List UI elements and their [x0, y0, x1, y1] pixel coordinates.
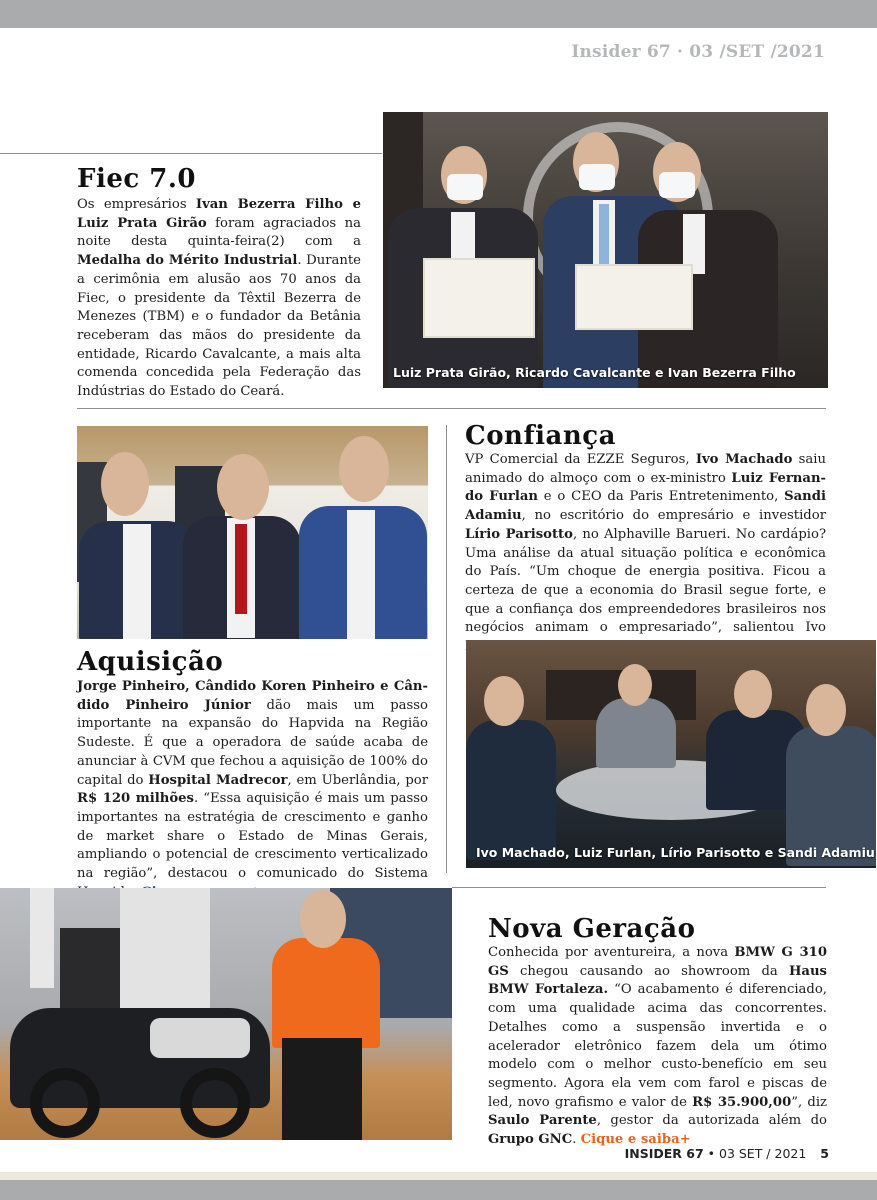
- confianca-body: VP Comercial da EZZE Seguros, Ivo Machado saiu animado do almoço com o ex-ministro Luiz Fernan-do Furlan e o CEO da Paris Entretenimento, Sandi Adamiu, no escritório do empresário e investidor Lírio Parisotto, no Alphaville Barueri. No cardápio? Uma análise da atual situação política e econômica do País. “Um choque de energia positiva. Ficou a certeza de que a economia do Brasil segue forte, e que a confiança dos empreendedores brasileiros nos negócios animam o empresariado”, salientou Ivo: [465, 452, 827, 636]
- page-footer: [625, 1146, 829, 1161]
- footer-strip: [0, 1172, 877, 1180]
- aquisicao-heading: Aquisição: [77, 647, 224, 677]
- divider-vertical: [446, 425, 447, 873]
- page-number: 5: [820, 1146, 829, 1161]
- divider-bottom: [452, 887, 826, 888]
- nova-geracao-body: Conhecida por aventureira, a nova BMW G 310 GS chegou causando ao showroom da Haus BMW Fortaleza. “O acabamento é diferenciado, com uma qualidade acima das concorrentes. Detalhes como a suspensão invertida e o acelerador eletrônico fazem dela um ótimo modelo com o melhor custo-benefício em seu segmento. Agora ela vem com farol e piscas de led, novo grafismo e valor de R$ 35.900,00”, diz Saulo Parente, gestor da autorizada além do Grupo GNC. Cique e saiba+: [488, 945, 828, 1148]
- bottom-band: [0, 1180, 877, 1200]
- confianca-photo: [466, 640, 876, 868]
- footer-magazine: INSIDER 67: [624, 1146, 704, 1161]
- aquisicao-body: Jorge Pinheiro, Cândido Koren Pinheiro e Cân-dido Pinheiro Júnior dão mais um passo importante na expansão do Hapvida na Região Sudeste. É que a operadora de saúde acaba de anunciar à CVM que fechou a aquisição de 100% do capital do Hospital Madrecor, em Uberlândia, por R$ 120 milhões. “Essa aquisição é mais um passo importantes na estratégia de crescimento e ganho de market share o Estado de Minas Gerais, ampliando o potencial de crescimento verticalizado na região”, destacou o comunicado do Sistema: [77, 678, 428, 902]
- confianca-photo-caption: Ivo Machado, Luiz Furlan, Lírio Parisotto e Sandi Adamiu: [476, 845, 875, 860]
- fiec-photo: [383, 112, 828, 388]
- nova-geracao-heading: Nova Geração: [488, 914, 696, 944]
- aquisicao-photo: [77, 426, 428, 639]
- nova-geracao-photo: [0, 888, 452, 1140]
- fiec-heading: Fiec 7.0: [77, 164, 196, 194]
- divider-fiec: [77, 408, 826, 409]
- fiec-body: Os empresários Ivan Bezerra Filho e Luiz Prata Girão foram agraciados na noite desta quinta-feira(2) com a Medalha do Mérito Industrial. Durante a cerimônia em alusão aos 70 anos da Fiec, o presidente da Têxtil Bezerra de Menezes (TBM) e o fundador da Betânia receberam das mãos do presidente da entidade, Ricardo Cavalcante, a mais alta comenda concedida pela Federação das Indústrias do Estado do Ceará.: [77, 197, 361, 400]
- divider-top-left: [0, 153, 382, 154]
- footer-date: • 03 SET / 2021: [707, 1146, 807, 1161]
- issue-header: Insider 67 · 03 /SET /2021: [571, 42, 825, 62]
- top-band: [0, 0, 877, 28]
- fiec-photo-caption: Luiz Prata Girão, Ricardo Cavalcante e Ivan Bezerra Filho: [393, 365, 796, 380]
- confianca-heading: Confiança: [465, 421, 616, 451]
- nova-geracao-link[interactable]: Cique e saiba+: [580, 1132, 691, 1148]
